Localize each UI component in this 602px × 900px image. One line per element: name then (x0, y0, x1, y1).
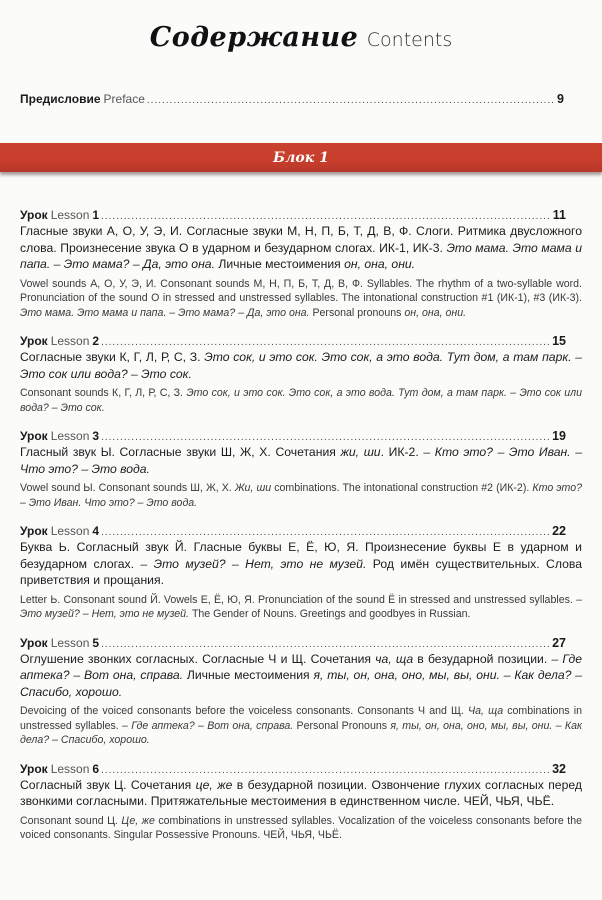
description-text: Personal pronouns (309, 306, 405, 319)
example-phrase: он, она, они. (404, 306, 467, 319)
toc-entry-lesson (20, 429, 582, 510)
lesson-label-en: Lesson (50, 208, 90, 222)
title-russian: Содержание (149, 22, 359, 53)
lesson-description-ru (20, 223, 582, 273)
lesson-description-ru (20, 651, 582, 701)
preface-label-en: Preface (103, 92, 145, 106)
lesson-number: 2 (92, 334, 100, 348)
lesson-page-number: 32 (552, 761, 566, 776)
description-text: Личные местоимения (183, 668, 314, 682)
lesson-number: 5 (92, 635, 100, 650)
lesson-number: 6 (92, 761, 100, 776)
dot-leader (101, 765, 550, 776)
description-text: Гласный звук Ы. Согласные звуки Ш, Ж, Х. Сочетания (20, 445, 341, 459)
description-text: combinations. The intonational construction #2 (ИК-2). (271, 482, 533, 494)
description-text: combinations in unstressed syllables. Vocalization of the voiceless consonants before the voiced consonants. Singular Possessive Pronouns. ЧЕЙ, ЧЬЯ, ЧЬЁ. (20, 814, 582, 841)
description-text: Личные местоимения (214, 257, 345, 271)
description-text: Consonant sounds К, Г, Л, Р, С, З. (20, 387, 187, 399)
description-text: Letter Ь. Consonant sound Й. Vowels Е, Ё, Ю, Я. Pronunciation of the sound Ё in stressed and unstressed syllables. (20, 593, 577, 606)
example-phrase: я, ты, он, она, оно, мы, вы, они. – Как дела? – Спасибо, хорошо. (20, 668, 583, 699)
block-banner (0, 143, 602, 172)
toc-entry-lesson (20, 762, 582, 843)
lesson-label-en: Lesson (50, 635, 90, 650)
lesson-description-ru (20, 539, 582, 589)
lesson-heading[interactable] (20, 636, 566, 650)
dot-leader (101, 211, 551, 222)
description-text: Гласные звуки А, О, У, Э, И. Согласные звуки М, Н, П, Б, Т, Д, В, Ф. Слоги. Ритмика двусложного слова. Произнесение звука О в ударном и безударном слогах. ИК-1, ИК-3. (20, 224, 582, 255)
lesson-number: 1 (92, 208, 100, 222)
toc-entry-lesson (20, 524, 582, 622)
toc-entry-lesson (20, 334, 582, 415)
lesson-label-en: Lesson (50, 524, 90, 538)
lesson-description-en (20, 481, 582, 510)
example-phrase: – Где аптека? – Вот она, справа. (20, 651, 582, 682)
example-phrase: Это сок, и это сок. Это сок, а это вода. Тут дом, а там парк. – Это сок или вода? – Это сок. (20, 350, 582, 381)
description-text: Согласные звуки К, Г, Л, Р, С, З. (20, 350, 205, 364)
dot-leader (101, 432, 550, 443)
lesson-description-en (20, 386, 582, 415)
description-text: Согласный звук Ц. Сочетания (20, 777, 196, 792)
example-phrase: Это сок, и это сок. Это сок, а это вода. Тут дом, а там парк. – Это сок или вода? – Это сок. (20, 387, 582, 414)
example-phrase: це, же (195, 777, 233, 792)
preface-label-ru: Предисловие (20, 92, 101, 106)
example-phrase: он, она, они. (344, 257, 416, 271)
description-text: . ИК-2. (380, 445, 424, 459)
lesson-page-number: 15 (552, 334, 566, 348)
description-text: Vowel sounds А, О, У, Э, И. Consonant sounds М, Н, П, Б, Т, Д, В, Ф. Syllables. The rhythm of a two-syllable word. Pronunciation of the sound O in stressed and unstressed syllables. The intonational construction #1 (ИК-1), #3 (ИК-3). (20, 277, 582, 304)
lesson-heading[interactable] (20, 208, 566, 222)
lesson-label-ru: Урок (20, 635, 48, 650)
example-phrase: Кто это? – Это Иван. Что это? – Это вода. (20, 482, 582, 509)
lesson-heading[interactable] (20, 429, 566, 443)
toc-entry-lesson (20, 208, 582, 320)
preface-page-number: 9 (557, 92, 564, 106)
lesson-description-en (20, 704, 582, 748)
description-text: Род имён существительных. Слова приветствия и прощания. (20, 556, 582, 587)
description-text: Personal Pronouns (293, 719, 391, 732)
block-title: Блок 1 (273, 149, 329, 166)
dot-leader (101, 337, 550, 348)
description-text: The Gender of Nouns. Greetings and goodbyes in Russian. (189, 608, 471, 620)
lesson-description-en (20, 814, 582, 843)
example-phrase: я, ты, он, она, оно, мы, вы, они. – Как дела? – Спасибо, хорошо. (20, 719, 582, 746)
description-text: Consonant sound Ц. (20, 814, 122, 827)
lesson-label-en: Lesson (50, 334, 90, 348)
dot-leader (101, 527, 550, 538)
lesson-heading[interactable] (20, 762, 566, 776)
description-text: в безударной позиции. Озвончение глухих согласных перед звонкими согласными. Притяжательные местоимения в единственном числе. ЧЕЙ, ЧЬЯ, ЧЬЁ. (20, 777, 582, 808)
example-phrase: Это мама. Это мама и папа. – Это мама? – Да, это она. (20, 306, 310, 319)
lesson-label-ru: Урок (20, 208, 48, 222)
lesson-heading[interactable] (20, 524, 566, 538)
lesson-list (20, 208, 582, 857)
lesson-page-number: 22 (552, 524, 566, 538)
lesson-label-en: Lesson (50, 429, 90, 443)
lesson-description-en (20, 593, 582, 622)
description-text: в безударной позиции. (413, 651, 552, 666)
lesson-label-en: Lesson (50, 761, 90, 776)
lesson-label-ru: Урок (20, 524, 48, 538)
lesson-heading[interactable] (20, 334, 566, 348)
lesson-number: 3 (92, 429, 100, 443)
lesson-label-ru: Урок (20, 761, 48, 776)
dot-leader (147, 95, 555, 106)
lesson-label-ru: Урок (20, 334, 48, 348)
example-phrase: Жи, ши (234, 482, 272, 494)
lesson-page-number: 27 (552, 635, 566, 650)
lesson-description-ru (20, 444, 582, 477)
example-phrase: ча, ща (375, 651, 414, 666)
example-phrase: – Это музей? – Нет, это не музей. (140, 556, 367, 571)
title-english: Contents (366, 29, 453, 51)
lesson-number: 4 (92, 524, 100, 538)
description-text: Devoicing of the voiced consonants before the voiceless consonants. Consonants Ч and Щ. (20, 705, 468, 717)
dot-leader (101, 639, 550, 650)
lesson-description-ru (20, 349, 582, 382)
description-text: Буква Ь. Согласный звук Й. Гласные буквы Е, Ё, Ю, Я. Произнесение буквы Е в ударном и безударном слогах. (20, 540, 582, 571)
lesson-page-number: 11 (552, 208, 566, 222)
example-phrase: – Где аптека? – Вот она, справа. (122, 719, 294, 732)
lesson-description-en (20, 277, 582, 321)
example-phrase: Це, же (121, 814, 155, 827)
lesson-description-ru (20, 777, 582, 810)
example-phrase: – Это музей? – Нет, это не музей. (20, 593, 582, 620)
lesson-label-ru: Урок (20, 429, 48, 443)
description-text: Оглушение звонких согласных. Согласные Ч и Щ. Сочетания (20, 651, 376, 666)
example-phrase: Это мама. Это мама и папа. – Это мама? – Да, это она. (20, 240, 582, 271)
toc-entry-lesson (20, 636, 582, 748)
lesson-page-number: 19 (552, 429, 566, 443)
example-phrase: – Кто это? – Это Иван. – Что это? – Это вода. (20, 445, 582, 476)
toc-entry-preface[interactable] (20, 92, 564, 106)
example-phrase: жи, ши (340, 445, 381, 459)
example-phrase: Ча, ща (467, 705, 504, 717)
description-text: Vowel sound Ы. Consonant sounds Ш, Ж, Х. (20, 482, 235, 494)
page-title (0, 22, 602, 53)
description-text: combinations in unstressed syllables. (20, 705, 582, 732)
